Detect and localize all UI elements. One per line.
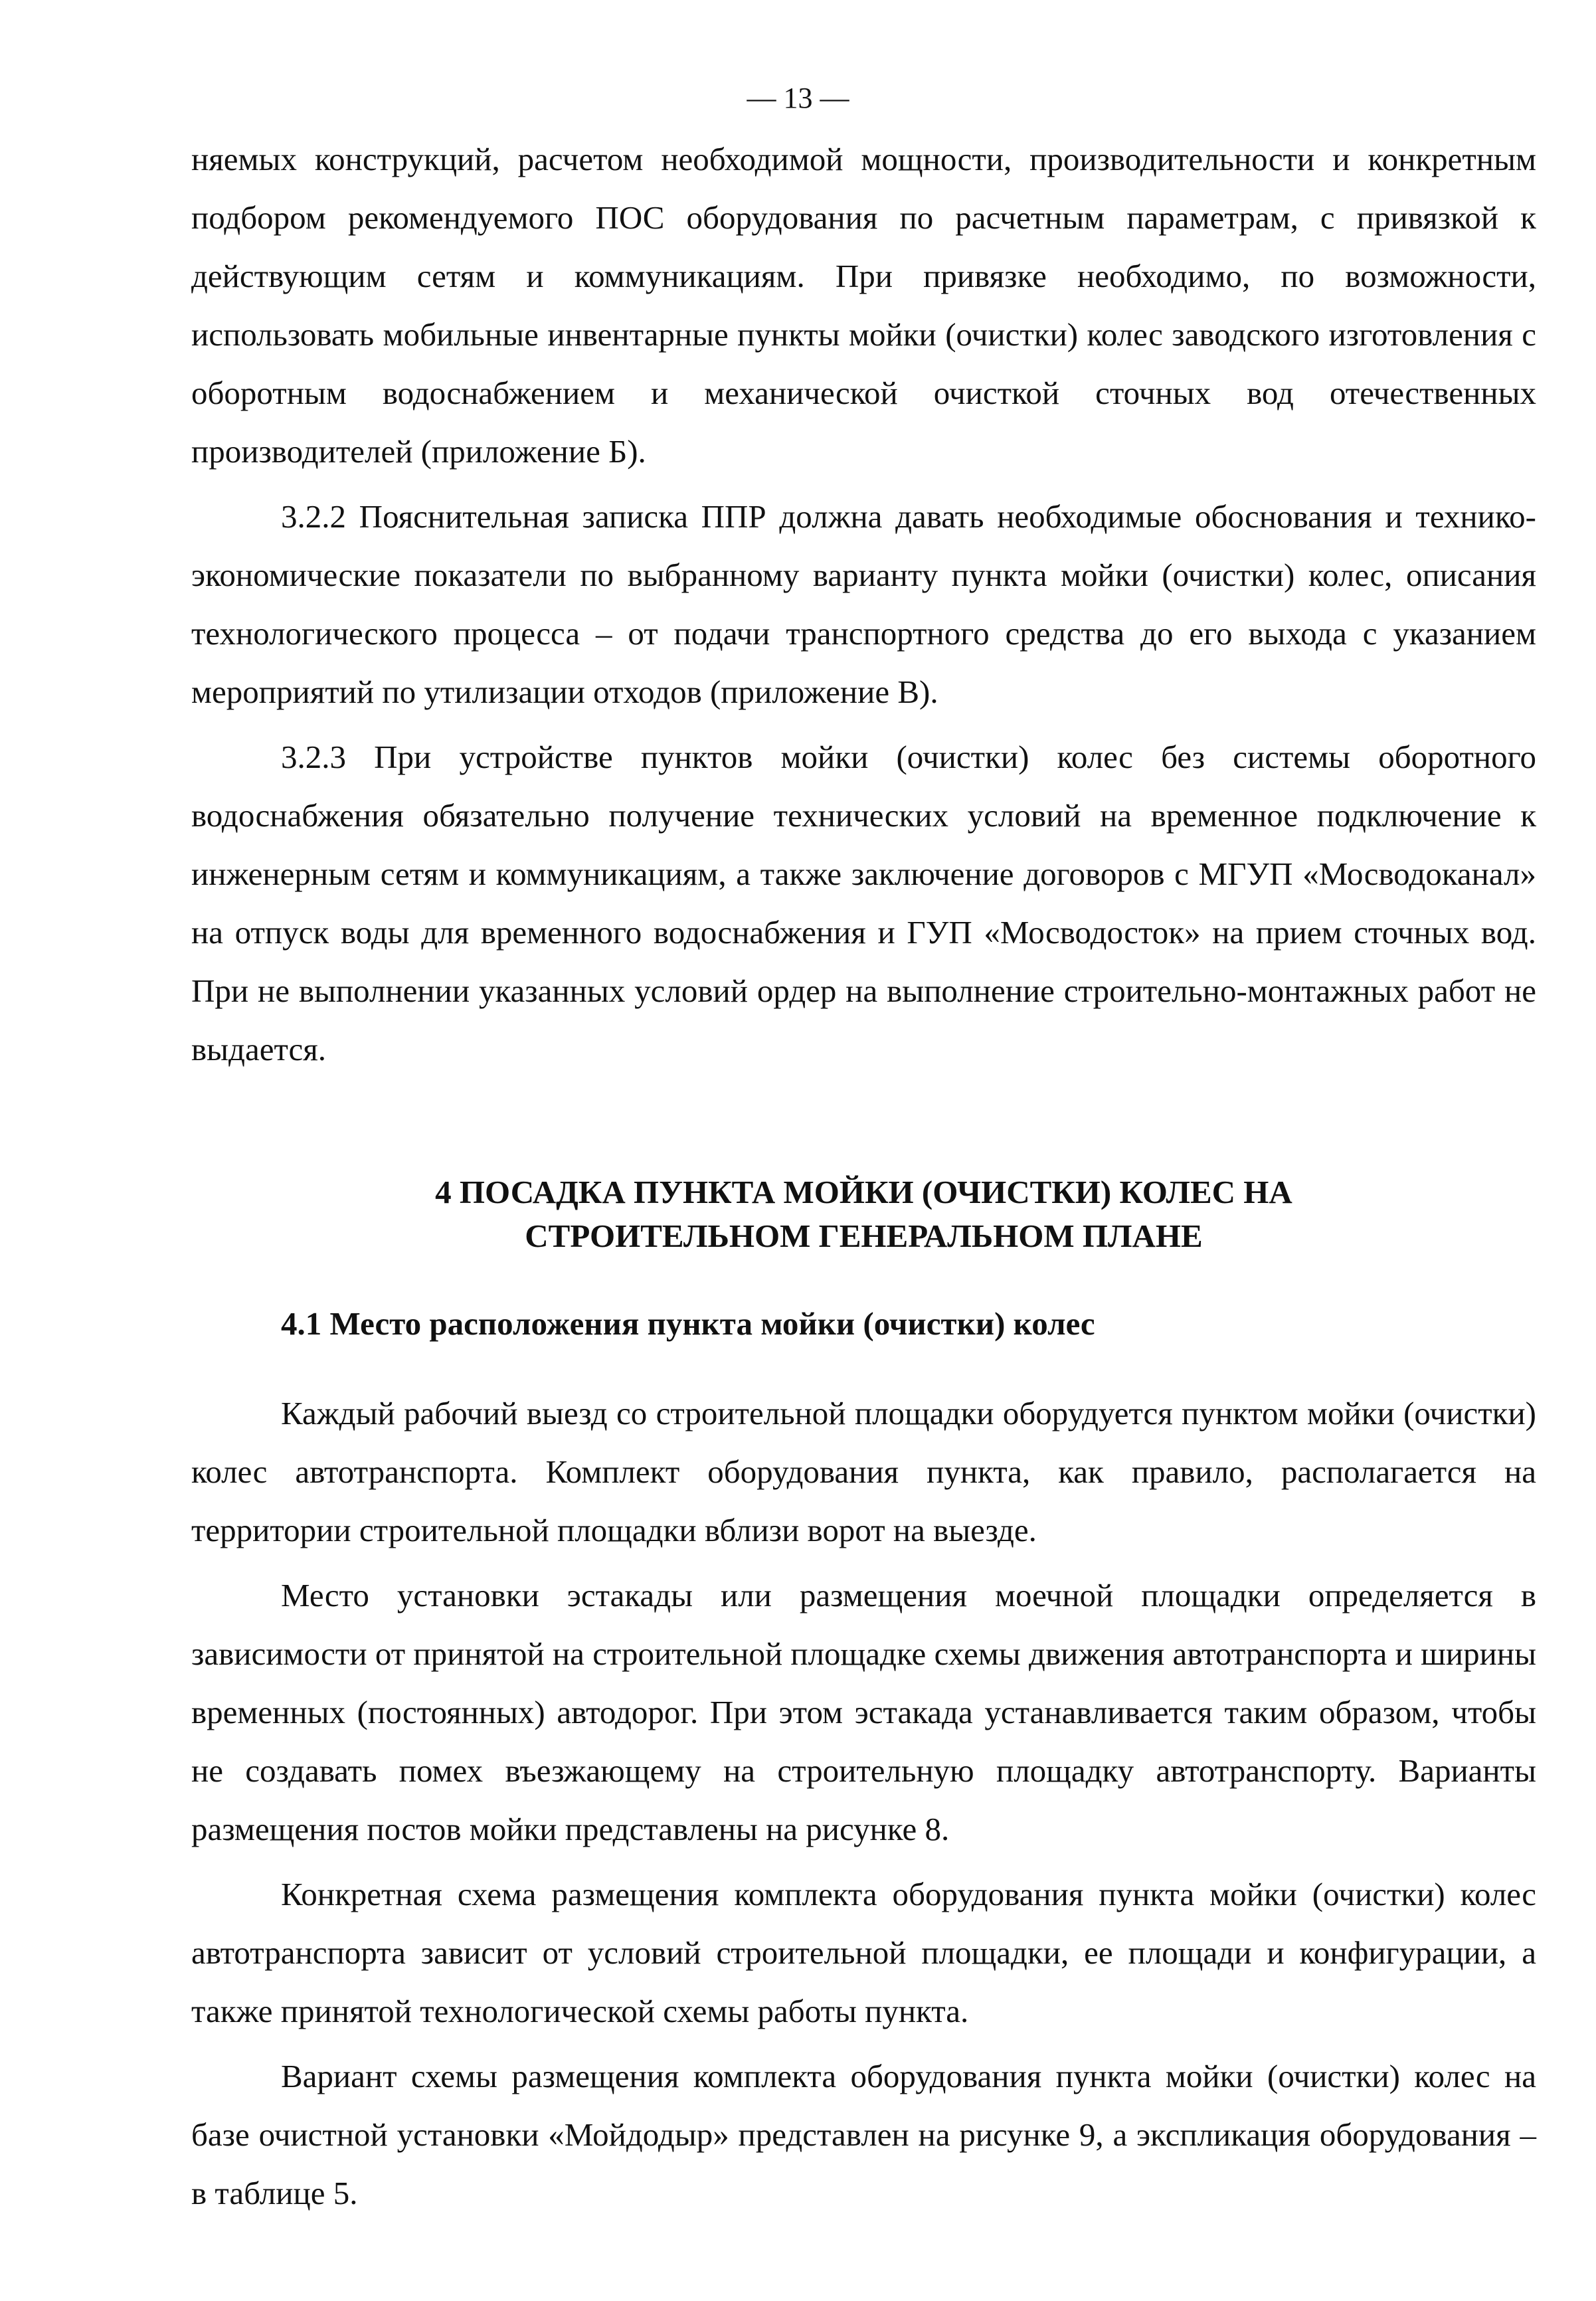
section-heading-line-1: 4 ПОСАДКА ПУНКТА МОЙКИ (ОЧИСТКИ) КОЛЕС НА <box>435 1174 1292 1210</box>
page-number: — 13 — <box>747 82 849 114</box>
paragraph-3-2-3: 3.2.3 При устройстве пунктов мойки (очистки) колес без системы оборотного водоснабжения обязательно получение технических условий на временное подключение к инженерным сетям и коммуникациям, а также заключение договоров с МГУП «Мосводоканал» на отпуск воды для временного водоснабжения и ГУП «Мосводосток» на прием сточных вод. При не выполнении указанных условий ордер на выполнение строительно-монтажных работ не выдается. <box>191 739 1536 1067</box>
paragraph-overpass-placement: Место установки эстакады или размещения моечной площадки определяется в зависимости от принятой на строительной площадке схемы движения автотранспорта и ширины временных (постоянных) автодорог. При этом эстакада устанавливается таким образом, чтобы не создавать помех въезжающему на строительную площадку автотранспорту. Варианты размещения постов мойки представлены на рисунке 8. <box>191 1577 1536 1847</box>
paragraph-moidodyr-variant: Вариант схемы размещения комплекта оборудования пункта мойки (очистки) колес на базе очистной установки «Мойдодыр» представлен на рисунке 9, а экспликация оборудования – в таблице 5. <box>191 2058 1536 2211</box>
subsection-heading: 4.1 Место расположения пункта мойки (очистки) колес <box>281 1305 1095 1342</box>
paragraph-continuation: няемых конструкций, расчетом необходимой мощности, производительности и конкретным подбором рекомендуемого ПОС оборудования по расчетным параметрам, с привязкой к действующим сетям и коммуникациям. При привязке необходимо, по возможности, использовать мобильные инвентарные пункты мойки (очистки) колес заводского изготовления с оборотным водоснабжением и механической очисткой сточных вод отечественных производителей (приложение Б). <box>191 141 1536 470</box>
paragraph-layout-scheme: Конкретная схема размещения комплекта оборудования пункта мойки (очистки) колес автотранспорта зависит от условий строительной площадки, ее площади и конфигурации, а также принятой технологической схемы работы пункта. <box>191 1876 1536 2029</box>
page-content <box>191 130 1536 2223</box>
section-heading-line-2: СТРОИТЕЛЬНОМ ГЕНЕРАЛЬНОМ ПЛАНЕ <box>525 1218 1203 1254</box>
paragraph-exit-location: Каждый рабочий выезд со строительной площадки оборудуется пунктом мойки (очистки) колес автотранспорта. Комплект оборудования пункта, как правило, располагается на территории строительной площадки вблизи ворот на выезде. <box>191 1395 1536 1548</box>
paragraph-3-2-2: 3.2.2 Пояснительная записка ППР должна давать необходимые обоснования и технико-экономические показатели по выбранному варианту пункта мойки (очистки) колес, описания технологического процесса – от подачи транспортного средства до его выхода с указанием мероприятий по утилизации отходов (приложение В). <box>191 498 1536 710</box>
section-heading <box>191 1170 1536 1258</box>
